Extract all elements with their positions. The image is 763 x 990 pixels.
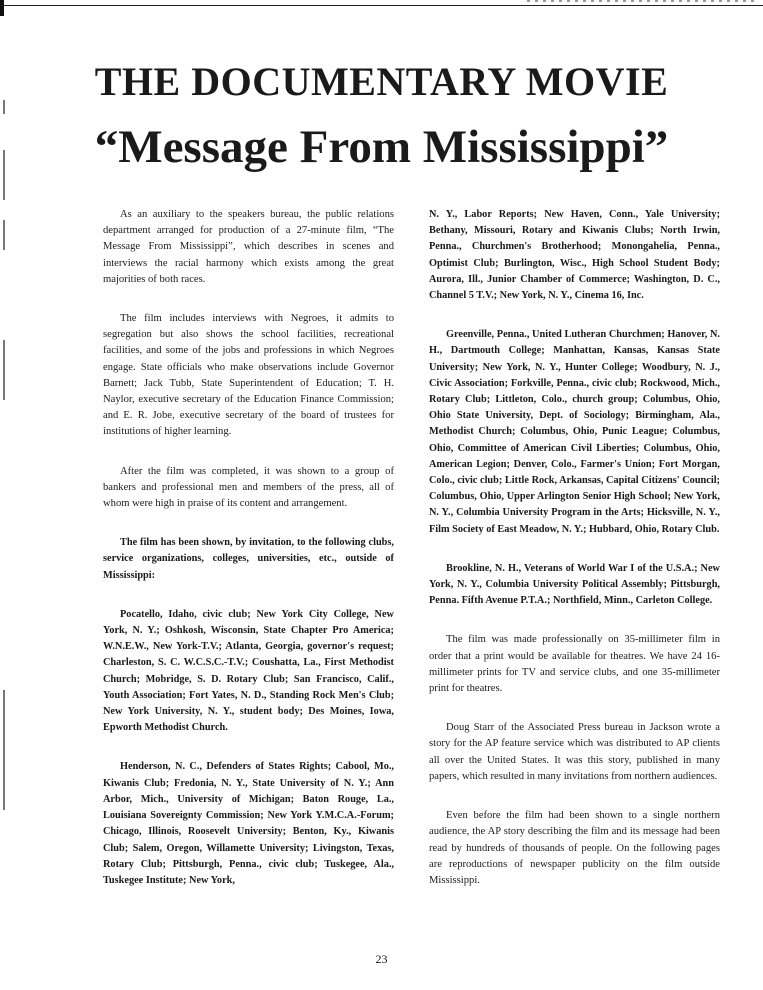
paragraph-ap-story: Doug Starr of the Associated Press bureau in Jackson wrote a story for the AP feature service which was distributed to AP clients all over the United States. It was this story, published in many papers, which resulted in many invitations from northern audiences. bbox=[429, 722, 720, 782]
page-subtitle: “Message From Mississippi” bbox=[94, 121, 669, 173]
right-column bbox=[429, 207, 720, 912]
page-title: THE DOCUMENTARY MOVIE bbox=[94, 59, 669, 104]
paragraph-prints: The film was made professionally on 35-millimeter film in order that a print would be available for theatres. We have 24 16-millimeter prints for TV and service clubs, and one 35-millimeter print for theatres. bbox=[429, 634, 720, 695]
left-column bbox=[103, 207, 394, 912]
paragraph-venues-3: N. Y., Labor Reports; New Haven, Conn., Yale University; Bethany, Missouri, Rotary and Kiwanis Clubs; North Irwin, Penna., Churchmen's Brotherhood; Monongahelia, Penna., Optimist Club; Burlington, Wisc., High School Student Body; Aurora, Ill., Junior Chamber of Commerce; Washington, D. C., Channel 5 T.V.; New York, N. Y., Cinema 16, Inc. bbox=[429, 209, 720, 302]
paragraph-venues-1: Pocatello, Idaho, civic club; New York City College, New York, N. Y.; Oshkosh, Wisconsin, State Chapter Pro America; W.N.E.W., New York-T.V.; Atlanta, Georgia, governor's request; Charleston, S. C. W.C.S.C.-T.V.; Coushatta, La., First Methodist Church; Mobridge, S. D. Rotary Club; San Francisco, Calif., Youth Association; Fort Yates, N. D., Standing Rock Men's Club; New York University, N. Y., student body; Des Moines, Iowa, Epworth Methodist Church. bbox=[103, 608, 394, 734]
paragraph-interviews: The film includes interviews with Negroes, it admits to segregation but also shows the school facilities, recreational facilities, and some of the jobs and professions in which Negroes engage. State officials who make observations include Governor Barnett; Jack Tubb, State Superintendent of Education; T. H. Naylor, executive secretary of the Education Finance Commission; and E. R. Jobe, executive secretary of the board of trustees for institutions of higher learning. bbox=[103, 313, 394, 438]
page-edge-mark bbox=[0, 0, 4, 16]
paragraph-venues-5: Brookline, N. H., Veterans of World War I of the U.S.A.; New York, N. Y., Columbia University Political Assembly; Pittsburgh, Penna. Fifth Avenue P.T.A.; Northfield, Minn., Carleton College. bbox=[429, 562, 720, 607]
binding-marks bbox=[3, 90, 9, 790]
top-rule bbox=[0, 5, 763, 6]
paragraph-venues-2: Henderson, N. C., Defenders of States Rights; Cabool, Mo., Kiwanis Club; Fredonia, N. Y., State University of N. Y.; Ann Arbor, Mich., University of Michigan; Baton Rouge, La., Louisiana Sovereignty Commission; New York Y.M.C.A.-Forum; Chicago, Illinois, Roosevelt University; Benton, Ky., Kiwanis Club; Salem, Oregon, Willamette University; Livingston, Texas, Rotary Club; Pittsburgh, Penna., civic club; Tuskegee, Ala., Tuskegee Institute; New York, bbox=[103, 761, 394, 886]
paragraph-invitations: The film has been shown, by invitation, to the following clubs, service organizations, colleges, universities, etc., outside of Mississippi: bbox=[103, 537, 394, 581]
paragraph-publicity: Even before the film had been shown to a single northern audience, the AP story describing the film and its message had been read by hundreds of thousands of people. On the following pages are reproductions of newspaper publicity on the film outside Mississippi. bbox=[429, 810, 720, 886]
paragraph-venues-4: Greenville, Penna., United Lutheran Churchmen; Hanover, N. H., Dartmouth College; Manhattan, Kansas, Kansas State University; New York, N. Y., Hunter College; Woodbury, N. J., Civic Association; Forkville, Penna., civic club; Rockwood, Mich., Rotary Club; Littleton, Colo., church group; Columbus, Ohio, Ohio State University, Dept. of Sociology; Birmingham, Ala., Methodist Church; Columbus, Ohio, Punic League; Columbus, Ohio, Committee of American Civil Liberties; Columbus, Ohio, American Legion; Denver, Colo., Farmer's Union; Fort Morgan, Colo., civic club; Little Rock, Arkansas, Capital Citizens' Council; Columbus, Ohio, Upper Arlington Senior High School; New York, N. Y., Columbia University Program in the Arts; Hicksville, N. Y., Film Society of East Meadow, N. Y.; Hubbard, Ohio, Rotary Club. bbox=[429, 329, 720, 535]
top-dotted-rule bbox=[527, 0, 757, 2]
page-number: 23 bbox=[375, 952, 388, 966]
paragraph-intro: As an auxiliary to the speakers bureau, the public relations department arranged for production of a 27-minute film, “The Message From Mississippi”, which describes in scenes and interviews the racial harmony which exists among the great majorities of both races. bbox=[103, 209, 394, 285]
paragraph-screening: After the film was completed, it was shown to a group of bankers and professional men and members of the press, all of whom were high in praise of its content and arrangement. bbox=[103, 465, 394, 510]
